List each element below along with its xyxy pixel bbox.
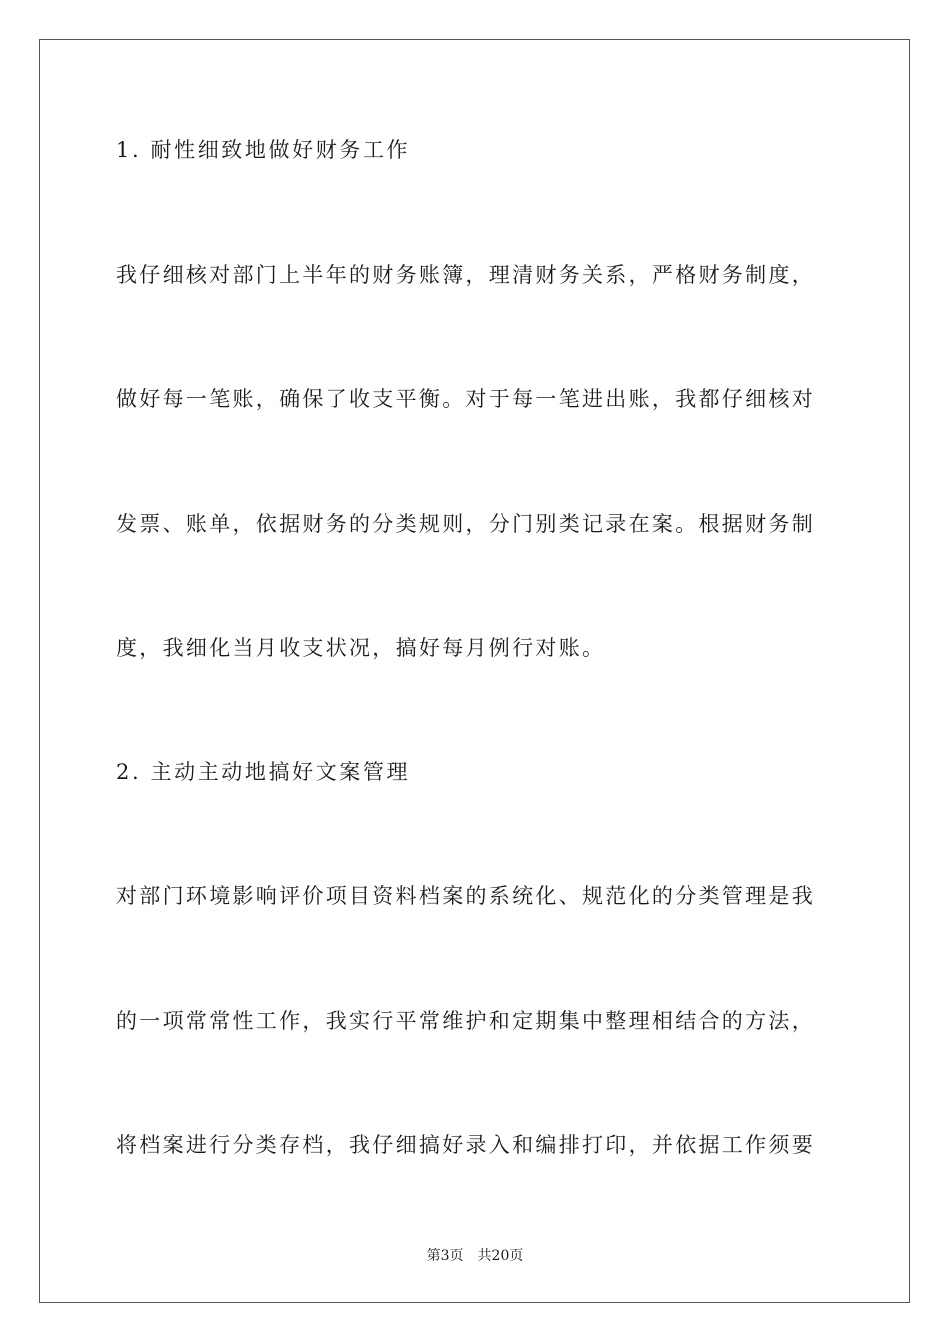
page-number: 第3页 <box>426 1248 464 1264</box>
paragraph-line: 发票、账单，依据财务的分类规则，分门别类记录在案。根据财务制 <box>116 512 815 536</box>
paragraph-line: 对部门环境影响评价项目资料档案的系统化、规范化的分类管理是我 <box>116 884 815 908</box>
section-heading-2: 2. 主动主动地搞好文案管理 <box>116 760 411 784</box>
paragraph-line: 做好每一笔账，确保了收支平衡。对于每一笔进出账，我都仔细核对 <box>116 387 815 411</box>
paragraph-line: 度，我细化当月收支状况，搞好每月例行对账。 <box>116 636 606 660</box>
paragraph-line: 的一项常常性工作，我实行平常维护和定期集中整理相结合的方法， <box>116 1009 815 1033</box>
page-border <box>39 39 910 1303</box>
section-heading-1: 1. 耐性细致地做好财务工作 <box>116 138 411 162</box>
paragraph-line: 将档案进行分类存档，我仔细搞好录入和编排打印，并依据工作须要 <box>116 1133 815 1157</box>
total-pages: 共20页 <box>477 1248 524 1264</box>
paragraph-line: 我仔细核对部门上半年的财务账簿，理清财务关系，严格财务制度， <box>116 263 815 287</box>
page-footer <box>0 1249 950 1263</box>
